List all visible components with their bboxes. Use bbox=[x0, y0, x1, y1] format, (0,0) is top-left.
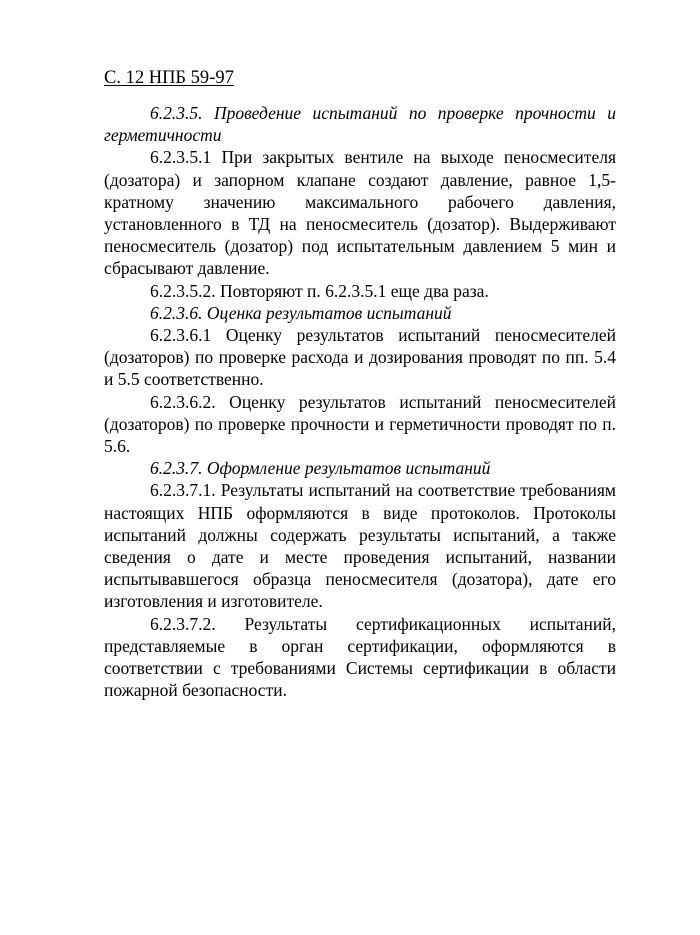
paragraph-6-2-3-6-1: 6.2.3.6.1 Оценку результатов испытаний пеносмесителей (дозаторов) по проверке расхода и дозирования проводят по пп. 5.4 и 5.5 соответственно. bbox=[104, 325, 616, 390]
section-heading-6-2-3-5: 6.2.3.5. Проведение испытаний по проверке прочности и герметичности bbox=[104, 103, 616, 146]
section-heading-6-2-3-6: 6.2.3.6. Оценка результатов испытаний bbox=[150, 302, 452, 323]
page-header: С. 12 НПБ 59-97 bbox=[104, 68, 234, 88]
section-heading-6-2-3-7: 6.2.3.7. Оформление результатов испытаний bbox=[150, 458, 491, 479]
paragraph-6-2-3-5-2: 6.2.3.5.2. Повторяют п. 6.2.3.5.1 еще два раза. bbox=[150, 280, 489, 301]
document-page bbox=[104, 66, 616, 701]
paragraph-6-2-3-7-1: 6.2.3.7.1. Результаты испытаний на соответствие требованиям настоящих НПБ оформляются в виде протоколов. Протоколы испытаний должны содержать результаты испытаний, а также сведения о дате и месте проведения испытаний, названии испытывавшегося образца пеносмесителя (дозатора), дате его изготовления и изготовителе. bbox=[104, 480, 616, 612]
paragraph-6-2-3-5-1: 6.2.3.5.1 При закрытых вентиле на выходе пеносмесителя (дозатора) и запорном клапане создают давление, равное 1,5-кратному значению максимального рабочего давления, установленного в ТД на пеносмеситель (дозатор). Выдерживают пеносмеситель (дозатор) под испытательным давлением 5 мин и сбрасывают давление. bbox=[104, 147, 616, 279]
paragraph-6-2-3-6-2: 6.2.3.6.2. Оценку результатов испытаний пеносмесителей (дозаторов) по проверке прочности и герметичности проводят по п. 5.6. bbox=[104, 391, 616, 457]
paragraph-6-2-3-7-2: 6.2.3.7.2. Результаты сертификационных испытаний, представляемые в орган сертификации, оформляются в соответствии с требованиями Системы сертификации в области пожарной безопасности. bbox=[104, 613, 616, 701]
